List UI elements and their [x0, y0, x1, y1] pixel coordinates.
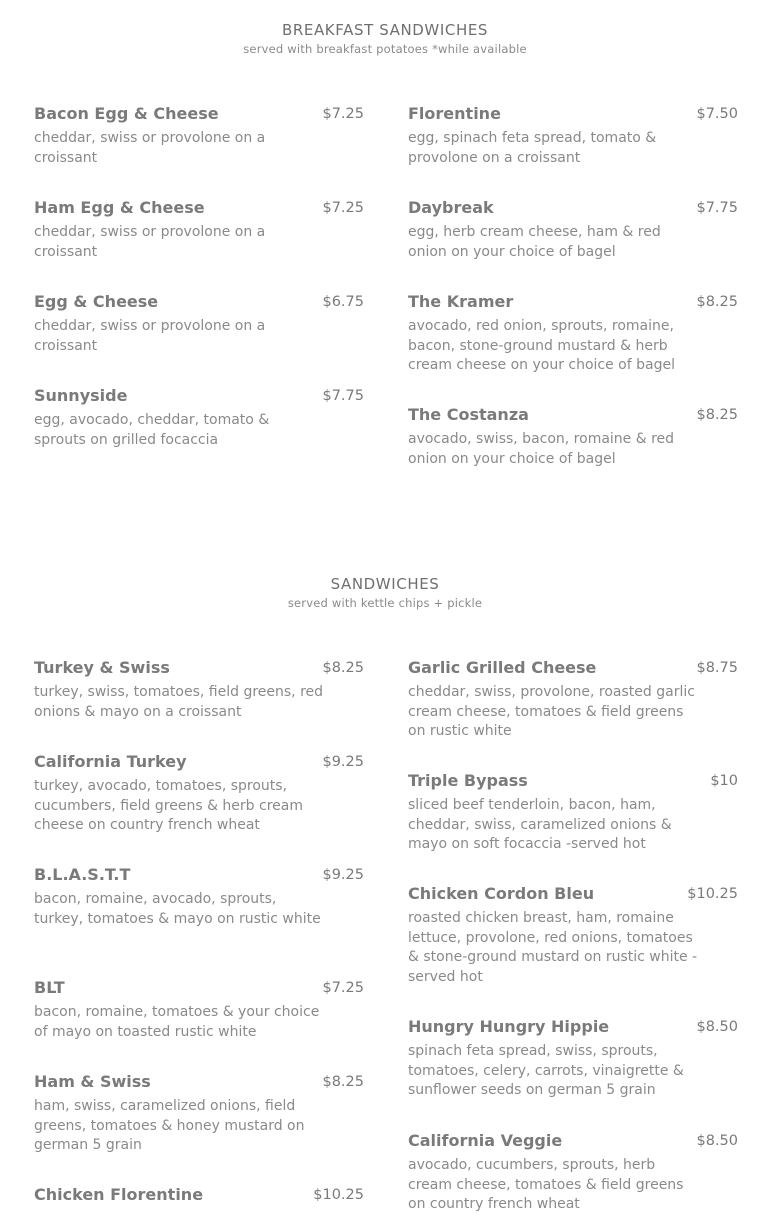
item-description: spinach feta spread, swiss, sprouts, tomatoes, celery, carrots, vinaigrette & sunflower seeds on german 5 grain	[408, 1043, 684, 1098]
menu-item	[408, 405, 738, 469]
menu-item	[34, 658, 364, 722]
item-price: $6.75	[322, 294, 364, 310]
item-name: Florentine	[408, 104, 501, 123]
item-name: Ham Egg & Cheese	[34, 198, 205, 217]
item-name: Ham & Swiss	[34, 1072, 151, 1091]
menu-item	[34, 978, 364, 1042]
menu-item	[408, 884, 738, 987]
item-price: $8.75	[696, 660, 738, 676]
item-name: The Costanza	[408, 405, 529, 424]
menu-item	[34, 198, 364, 262]
menu-item	[408, 771, 738, 855]
menu-item	[408, 104, 738, 168]
item-description: avocado, swiss, bacon, romaine & red onion on your choice of bagel	[408, 431, 675, 467]
item-price: $7.25	[322, 980, 364, 996]
item-name: Garlic Grilled Cheese	[408, 658, 597, 677]
menu-item	[34, 1072, 364, 1156]
menu-item	[34, 386, 364, 450]
item-price: $8.50	[696, 1019, 738, 1035]
item-price: $7.75	[322, 388, 364, 404]
item-price: $8.50	[696, 1133, 738, 1149]
item-price: $8.25	[322, 660, 364, 676]
item-name: Chicken Cordon Bleu	[408, 884, 595, 903]
item-name: Bacon Egg & Cheese	[34, 104, 219, 123]
item-price: $8.25	[696, 294, 738, 310]
item-price: $7.50	[696, 106, 738, 122]
menu-item	[408, 198, 738, 262]
menu-item	[408, 1131, 738, 1215]
item-description: sliced beef tenderloin, bacon, ham, cheddar, swiss, caramelized onions & mayo on soft focaccia -served hot	[408, 797, 672, 852]
item-price: $7.25	[322, 200, 364, 216]
item-name: Sunnyside	[34, 386, 128, 405]
menu-item	[34, 752, 364, 836]
item-price: $10	[710, 773, 738, 789]
item-description: cheddar, swiss, provolone, roasted garlic cream cheese, tomatoes & field greens on rustic white	[408, 684, 695, 739]
item-description: ham, swiss, caramelized onions, field greens, tomatoes & honey mustard on german 5 grain	[34, 1098, 305, 1153]
menu-item	[34, 865, 364, 929]
section-title: BREAKFAST SANDWICHES	[281, 21, 489, 39]
item-description: egg, spinach feta spread, tomato & provolone on a croissant	[408, 130, 657, 166]
item-name: Triple Bypass	[408, 771, 528, 790]
menu-item	[34, 1185, 364, 1205]
item-name: BLT	[34, 978, 65, 997]
breakfast-section-header	[0, 21, 770, 56]
item-price: $9.25	[322, 754, 364, 770]
item-name: Chicken Florentine	[34, 1185, 204, 1204]
item-description: avocado, red onion, sprouts, romaine, bacon, stone-ground mustard & herb cream cheese on your choice of bagel	[408, 318, 675, 373]
section-subtitle: served with kettle chips + pickle	[287, 596, 483, 610]
item-description: cheddar, swiss or provolone on a croissant	[34, 318, 266, 354]
item-name: California Veggie	[408, 1131, 563, 1150]
item-name: Hungry Hungry Hippie	[408, 1017, 610, 1036]
item-description: bacon, romaine, tomatoes & your choice of mayo on toasted rustic white	[34, 1004, 320, 1040]
menu-item	[34, 292, 364, 356]
menu-item	[408, 1017, 738, 1101]
item-description: cheddar, swiss or provolone on a croissant	[34, 224, 266, 260]
item-price: $7.25	[322, 106, 364, 122]
item-description: turkey, avocado, tomatoes, sprouts, cucumbers, field greens & herb cream cheese on country french wheat	[34, 778, 303, 833]
item-name: The Kramer	[408, 292, 514, 311]
item-description: cheddar, swiss or provolone on a croissant	[34, 130, 266, 166]
item-price: $10.25	[687, 886, 738, 902]
section-subtitle: served with breakfast potatoes *while available	[243, 42, 527, 56]
item-name: California Turkey	[34, 752, 187, 771]
item-price: $8.25	[696, 407, 738, 423]
item-description: roasted chicken breast, ham, romaine lettuce, provolone, red onions, tomatoes & stone-ground mustard on rustic white -served hot	[408, 910, 698, 985]
item-name: Daybreak	[408, 198, 494, 217]
menu-item	[34, 104, 364, 168]
item-price: $10.25	[313, 1187, 364, 1203]
item-name: Egg & Cheese	[34, 292, 159, 311]
menu-item	[408, 292, 738, 376]
item-description: bacon, romaine, avocado, sprouts, turkey, tomatoes & mayo on rustic white	[34, 891, 321, 927]
menu-item	[408, 658, 738, 742]
item-description: egg, herb cream cheese, ham & red onion on your choice of bagel	[408, 224, 661, 260]
item-name: B.L.A.S.T.T	[34, 865, 131, 884]
item-description: turkey, swiss, tomatoes, field greens, red onions & mayo on a croissant	[34, 684, 324, 720]
item-description: avocado, cucumbers, sprouts, herb cream cheese, tomatoes & field greens on country french wheat	[408, 1157, 684, 1212]
sandwiches-section-header	[0, 575, 770, 610]
section-title: SANDWICHES	[330, 575, 440, 593]
item-name: Turkey & Swiss	[34, 658, 170, 677]
item-price: $9.25	[322, 867, 364, 883]
item-description: egg, avocado, cheddar, tomato & sprouts on grilled focaccia	[34, 412, 270, 448]
item-price: $7.75	[696, 200, 738, 216]
item-price: $8.25	[322, 1074, 364, 1090]
